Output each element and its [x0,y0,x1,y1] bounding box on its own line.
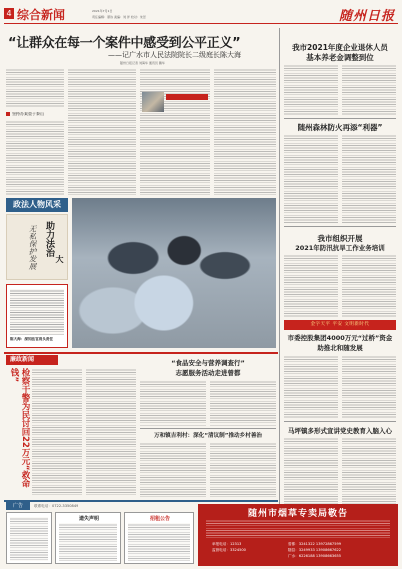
masthead-logo: 随州日报 [339,9,396,24]
story-b-col-a [140,442,206,498]
vertical-slogan-panel [6,214,68,280]
lead-inset-tag [166,94,208,100]
classified-box-1 [6,512,52,564]
rule [140,428,276,429]
right-bottom-col-b [342,437,396,505]
editor-line: 责任编辑：谭诗 美编：刘 洋 校对：朱昱 [92,15,146,19]
story-b-col-b [210,442,276,498]
tobacco-notice-title: 随州市烟草专卖局敬告 [247,509,348,519]
lead-headline: “让群众在每一个案件中感受到公平正义” [8,36,241,51]
right-top-headline-2: 基本养老金调整到位 [306,53,374,62]
right-top-col-a [284,64,338,116]
right-mid-headline-2: 2021年防汛抗旱工作业务培训 [295,244,385,252]
rule [284,421,396,422]
quote-box-text [10,289,64,335]
quote-box [6,284,68,348]
lead-col-3 [140,68,210,196]
right-mid-story-title-1: 市委控股集团4000万元“过桥”资金 [287,334,393,342]
lead-main-photo [72,198,276,348]
section-title: 综合新闻 [17,8,66,22]
right-bottom-col-a [284,437,338,505]
contact-line-3: 广水：6226188 13908663655 [288,554,342,558]
lead-col-4 [214,68,276,196]
right-mid-headline-1: 我市组织开展 [317,234,363,243]
vertical-headline: 检察干警为民讨回22万元“救命钱” [9,368,30,488]
ad-phone: 联系电话：0722-3350849 [34,504,79,508]
story-a-title-2: 志愿服务活动走进曾都 [175,369,241,377]
right-mid-story-col-b [342,355,396,419]
right-top-headline: 我市2021年度企业退休人员 [292,43,388,52]
right-top-col-b [342,64,396,116]
vertical-slogan-2: 无私保护发展 [28,225,37,270]
classified-box-1b-text [59,523,117,561]
lead-col-2 [68,68,136,196]
story2-title: 随州森林防火再添“利器” [297,123,383,132]
right-bottom-title: 马坪镇多形式宣讲党史教育入脑入心 [288,427,392,435]
classified-box-1-title: 遗失声明 [78,516,99,522]
vertical-slogan-1: 助力法治 [44,221,54,257]
edition-date: 2021年7月1日 [92,9,113,13]
lead-col-1b [6,120,64,196]
right-mid-story-title-2: 助推北和随发展 [317,344,363,352]
mid-left-col-2 [86,368,136,496]
ads-rule [4,500,278,502]
story-a-col-b [210,380,276,426]
vertical-slogan-3: 大 [55,255,65,263]
lead-subheadline: ——记广水市人民法院院长二级庭长陈大海 [108,51,241,59]
lead-inset-photo [142,92,164,112]
lead-col-1 [6,68,64,108]
mid-left-col-1 [32,368,82,496]
page-number-badge: 4 [4,8,14,19]
sidebar-banner: 政法人物风采 [6,198,68,212]
story2-col-b [342,134,396,224]
contact-2: 监督电话：3324500 [212,548,246,552]
story-b-title: 万和镇吉利村：深化“清议制”推动乡村善治 [153,433,263,439]
story-a-title: “食品安全与营养调查行” [171,359,245,367]
classified-box-2-text [128,523,190,561]
contact-line-1: 曾都：3241322 13972867599 [288,542,342,546]
tobacco-notice-body [206,519,390,539]
contact-line-2: 随县：3249933 13908667622 [288,548,342,552]
right-mid-banner: 金字天平 平安 文明新时代 [284,320,396,330]
right-mid-story-col-a [284,355,338,419]
section-label: 廉政新闻 [10,356,35,363]
section-rule [4,352,278,354]
tobacco-notice [198,504,398,566]
classified-box-1-text [10,517,48,561]
ad-label: 广告 [6,502,30,510]
story-a-col-a [140,380,206,426]
classified-box-1b [55,512,121,564]
rule [284,118,396,119]
lead-subhead-box [6,110,64,118]
classified-box-2 [124,512,194,564]
page-header [4,4,398,24]
bullet-icon [6,112,10,116]
contact-1: 举报电话：12313 [212,542,242,546]
right-mid-col-b [342,254,396,318]
lead-byline: 随州日报记者 刘海华 通讯员 魏华 [120,61,165,65]
lead-subhead: 坚持办案重于泰山 [12,112,44,116]
column-rule-right [279,28,280,528]
rule [284,226,396,227]
section-label-bar [6,355,58,365]
classified-box-2-title: 招租公告 [149,516,170,522]
story2-col-a [284,134,338,224]
quote-box-title: 陈大海：深知法官肩头责任 [10,337,54,341]
right-mid-col-a [284,254,338,318]
